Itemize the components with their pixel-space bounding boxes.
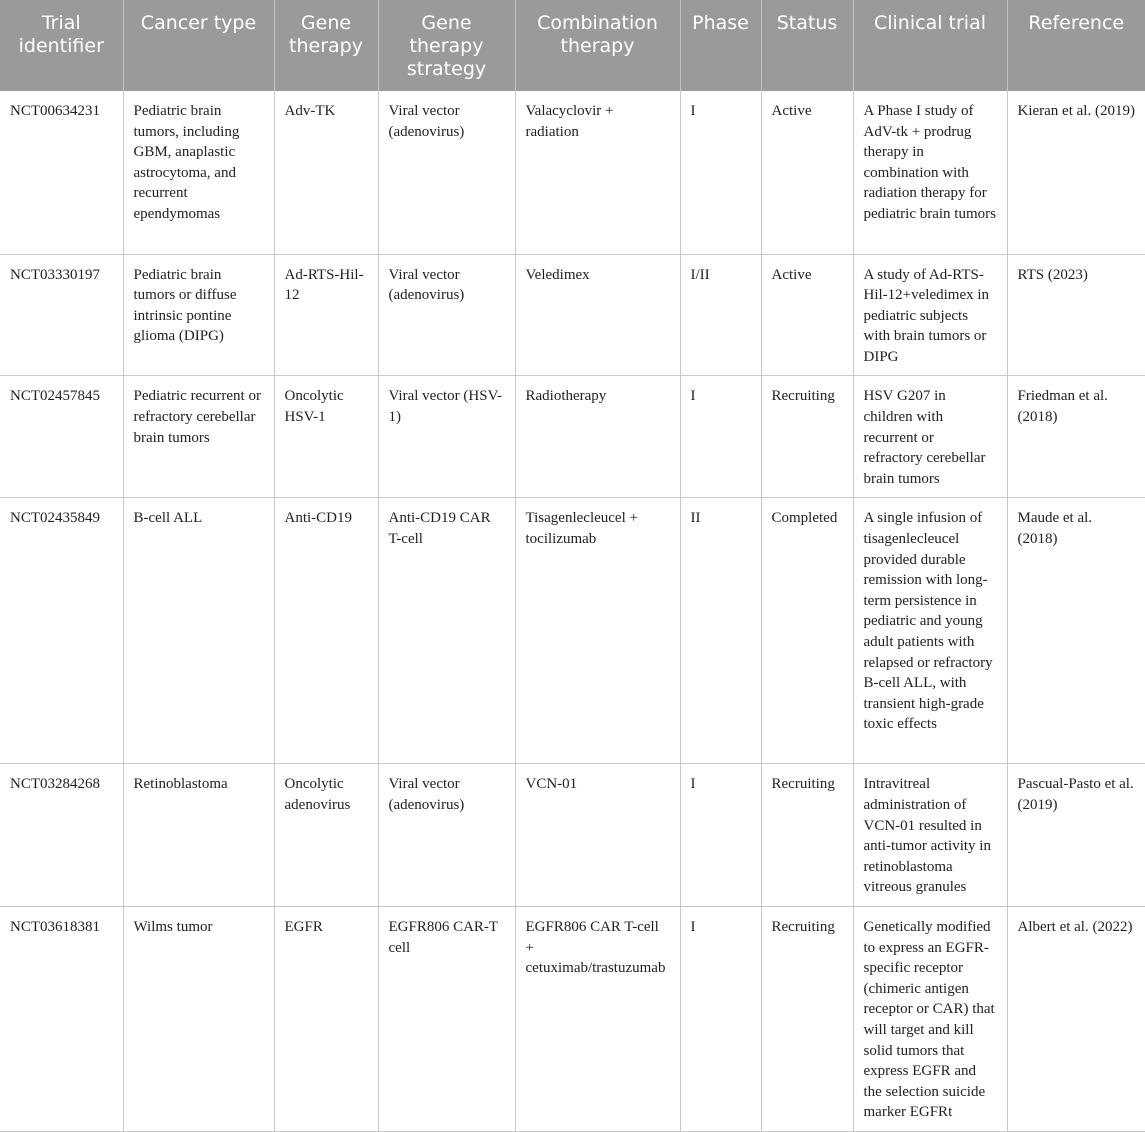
cell-clinical-trial: Intravitreal administration of VCN-01 resulted in anti-tumor activity in retinoblastoma vitreous granules <box>853 764 1007 907</box>
cell-combination-therapy: Radiotherapy <box>515 376 680 498</box>
header-cancer-type: Cancer type <box>123 0 274 91</box>
cell-gene-therapy: Oncolytic HSV-1 <box>274 376 378 498</box>
header-combination-therapy: Combination therapy <box>515 0 680 91</box>
cell-gene-therapy: Oncolytic adenovirus <box>274 764 378 907</box>
cell-phase: I/II <box>680 254 761 376</box>
cell-status: Recruiting <box>761 376 853 498</box>
header-clinical-trial: Clinical trial <box>853 0 1007 91</box>
cell-trial-identifier: NCT02435849 <box>0 498 123 764</box>
cell-trial-identifier: NCT00634231 <box>0 91 123 254</box>
header-reference: Reference <box>1007 0 1145 91</box>
table-row <box>0 254 1145 376</box>
table-row <box>0 376 1145 498</box>
cell-gene-therapy-strategy: Viral vector (HSV-1) <box>378 376 515 498</box>
cell-reference: Friedman et al. (2018) <box>1007 376 1145 498</box>
header-trial-identifier: Trial identifier <box>0 0 123 91</box>
cell-phase: II <box>680 498 761 764</box>
table-row <box>0 764 1145 907</box>
cell-combination-therapy: VCN-01 <box>515 764 680 907</box>
cell-reference: Pascual-Pasto et al. (2019) <box>1007 764 1145 907</box>
cell-clinical-trial: A Phase I study of AdV-tk + prodrug therapy in combination with radiation therapy for pediatric brain tumors <box>853 91 1007 254</box>
cell-combination-therapy: Tisagenlecleucel + tocilizumab <box>515 498 680 764</box>
header-gene-therapy: Gene therapy <box>274 0 378 91</box>
cell-gene-therapy-strategy: Viral vector (adenovirus) <box>378 254 515 376</box>
cell-combination-therapy: Valacyclovir + radiation <box>515 91 680 254</box>
cell-phase: I <box>680 376 761 498</box>
table-header <box>0 0 1145 91</box>
cell-gene-therapy: Anti-CD19 <box>274 498 378 764</box>
cell-clinical-trial: A single infusion of tisagenlecleucel provided durable remission with long-term persistence in pediatric and young adult patients with relapsed or refractory B-cell ALL, with transient high-grade toxic effects <box>853 498 1007 764</box>
cell-phase: I <box>680 907 761 1132</box>
cell-gene-therapy-strategy: Viral vector (adenovirus) <box>378 91 515 254</box>
cell-reference: Albert et al. (2022) <box>1007 907 1145 1132</box>
cell-gene-therapy-strategy: Anti-CD19 CAR T-cell <box>378 498 515 764</box>
cell-gene-therapy: Adv-TK <box>274 91 378 254</box>
cell-reference: RTS (2023) <box>1007 254 1145 376</box>
cell-trial-identifier: NCT03330197 <box>0 254 123 376</box>
cell-cancer-type: Pediatric brain tumors, including GBM, anaplastic astrocytoma, and recurrent ependymomas <box>123 91 274 254</box>
header-row <box>0 0 1145 91</box>
cell-reference: Maude et al. (2018) <box>1007 498 1145 764</box>
cell-status: Active <box>761 254 853 376</box>
cell-cancer-type: Pediatric brain tumors or diffuse intrinsic pontine glioma (DIPG) <box>123 254 274 376</box>
header-gene-therapy-strategy: Gene therapy strategy <box>378 0 515 91</box>
cell-trial-identifier: NCT02457845 <box>0 376 123 498</box>
cell-phase: I <box>680 764 761 907</box>
cell-cancer-type: Wilms tumor <box>123 907 274 1132</box>
cell-status: Recruiting <box>761 764 853 907</box>
cell-gene-therapy-strategy: EGFR806 CAR-T cell <box>378 907 515 1132</box>
cell-gene-therapy: Ad-RTS-Hil-12 <box>274 254 378 376</box>
cell-combination-therapy: Veledimex <box>515 254 680 376</box>
cell-clinical-trial: HSV G207 in children with recurrent or refractory cerebellar brain tumors <box>853 376 1007 498</box>
cell-trial-identifier: NCT03284268 <box>0 764 123 907</box>
cell-combination-therapy: EGFR806 CAR T-cell + cetuximab/trastuzumab <box>515 907 680 1132</box>
cell-cancer-type: Retinoblastoma <box>123 764 274 907</box>
cell-reference: Kieran et al. (2019) <box>1007 91 1145 254</box>
cell-clinical-trial: A study of Ad-RTS-Hil-12+veledimex in pediatric subjects with brain tumors or DIPG <box>853 254 1007 376</box>
cell-trial-identifier: NCT03618381 <box>0 907 123 1132</box>
cell-status: Active <box>761 91 853 254</box>
table-row <box>0 907 1145 1132</box>
table-body <box>0 91 1145 1132</box>
cell-cancer-type: B-cell ALL <box>123 498 274 764</box>
cell-gene-therapy: EGFR <box>274 907 378 1132</box>
cell-clinical-trial: Genetically modified to express an EGFR-specific receptor (chimeric antigen receptor or CAR) that will target and kill solid tumors that express EGFR and the selection suicide marker EGFRt <box>853 907 1007 1132</box>
table-row <box>0 91 1145 254</box>
cell-status: Completed <box>761 498 853 764</box>
header-status: Status <box>761 0 853 91</box>
cell-cancer-type: Pediatric recurrent or refractory cerebellar brain tumors <box>123 376 274 498</box>
cell-gene-therapy-strategy: Viral vector (adenovirus) <box>378 764 515 907</box>
cell-phase: I <box>680 91 761 254</box>
cell-status: Recruiting <box>761 907 853 1132</box>
table-row <box>0 498 1145 764</box>
header-phase: Phase <box>680 0 761 91</box>
